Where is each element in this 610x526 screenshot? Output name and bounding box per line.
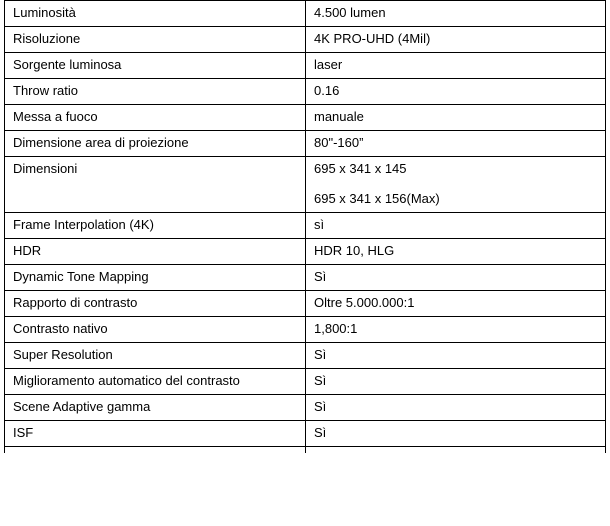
table-row [5, 291, 606, 317]
spec-value-max: 695 x 341 x 156(Max) [314, 191, 440, 206]
spec-value: 4K PRO-UHD (4Mil) [306, 27, 606, 53]
spec-table [4, 0, 606, 453]
table-row [5, 421, 606, 447]
spec-value: manuale [306, 105, 606, 131]
spec-value: Sì [306, 343, 606, 369]
spec-value: sì [306, 213, 606, 239]
table-row [5, 317, 606, 343]
table-row [5, 343, 606, 369]
table-row [5, 157, 606, 213]
spec-value: HDR 10, HLG [306, 239, 606, 265]
spec-value: Sì [306, 265, 606, 291]
spec-value: Sì [306, 395, 606, 421]
spec-label: Throw ratio [5, 79, 306, 105]
table-row [5, 395, 606, 421]
spec-label: Miglioramento automatico del contrasto [5, 369, 306, 395]
table-row-partial [5, 447, 606, 453]
spec-value: 4.500 lumen [306, 1, 606, 27]
table-row [5, 105, 606, 131]
table-row [5, 27, 606, 53]
spec-label: Frame Interpolation (4K) [5, 213, 306, 239]
spec-label: ISF [5, 421, 306, 447]
table-row [5, 265, 606, 291]
spec-label: Luminosità [5, 1, 306, 27]
spec-value: Sì [306, 369, 606, 395]
table-row [5, 239, 606, 265]
spec-label-empty [5, 447, 306, 453]
spec-label: Dimensioni [5, 157, 306, 213]
spec-value: 80"-160” [306, 131, 606, 157]
spec-label: Dimensione area di proiezione [5, 131, 306, 157]
spec-label: Contrasto nativo [5, 317, 306, 343]
spec-value: Oltre 5.000.000:1 [306, 291, 606, 317]
table-row [5, 79, 606, 105]
spec-value: laser [306, 53, 606, 79]
spec-value-cell [306, 157, 606, 213]
table-row [5, 53, 606, 79]
spec-label: Messa a fuoco [5, 105, 306, 131]
table-row [5, 369, 606, 395]
spec-value-empty [306, 447, 606, 453]
spec-value: 1,800:1 [306, 317, 606, 343]
table-row [5, 1, 606, 27]
spec-label: HDR [5, 239, 306, 265]
spec-label: Dynamic Tone Mapping [5, 265, 306, 291]
spec-label: Scene Adaptive gamma [5, 395, 306, 421]
spec-value: 695 x 341 x 145 [314, 161, 407, 176]
spec-value: 0.16 [306, 79, 606, 105]
spec-value: Sì [306, 421, 606, 447]
spec-label: Sorgente luminosa [5, 53, 306, 79]
table-row [5, 131, 606, 157]
table-row [5, 213, 606, 239]
spec-label: Super Resolution [5, 343, 306, 369]
spec-label: Risoluzione [5, 27, 306, 53]
spec-label: Rapporto di contrasto [5, 291, 306, 317]
